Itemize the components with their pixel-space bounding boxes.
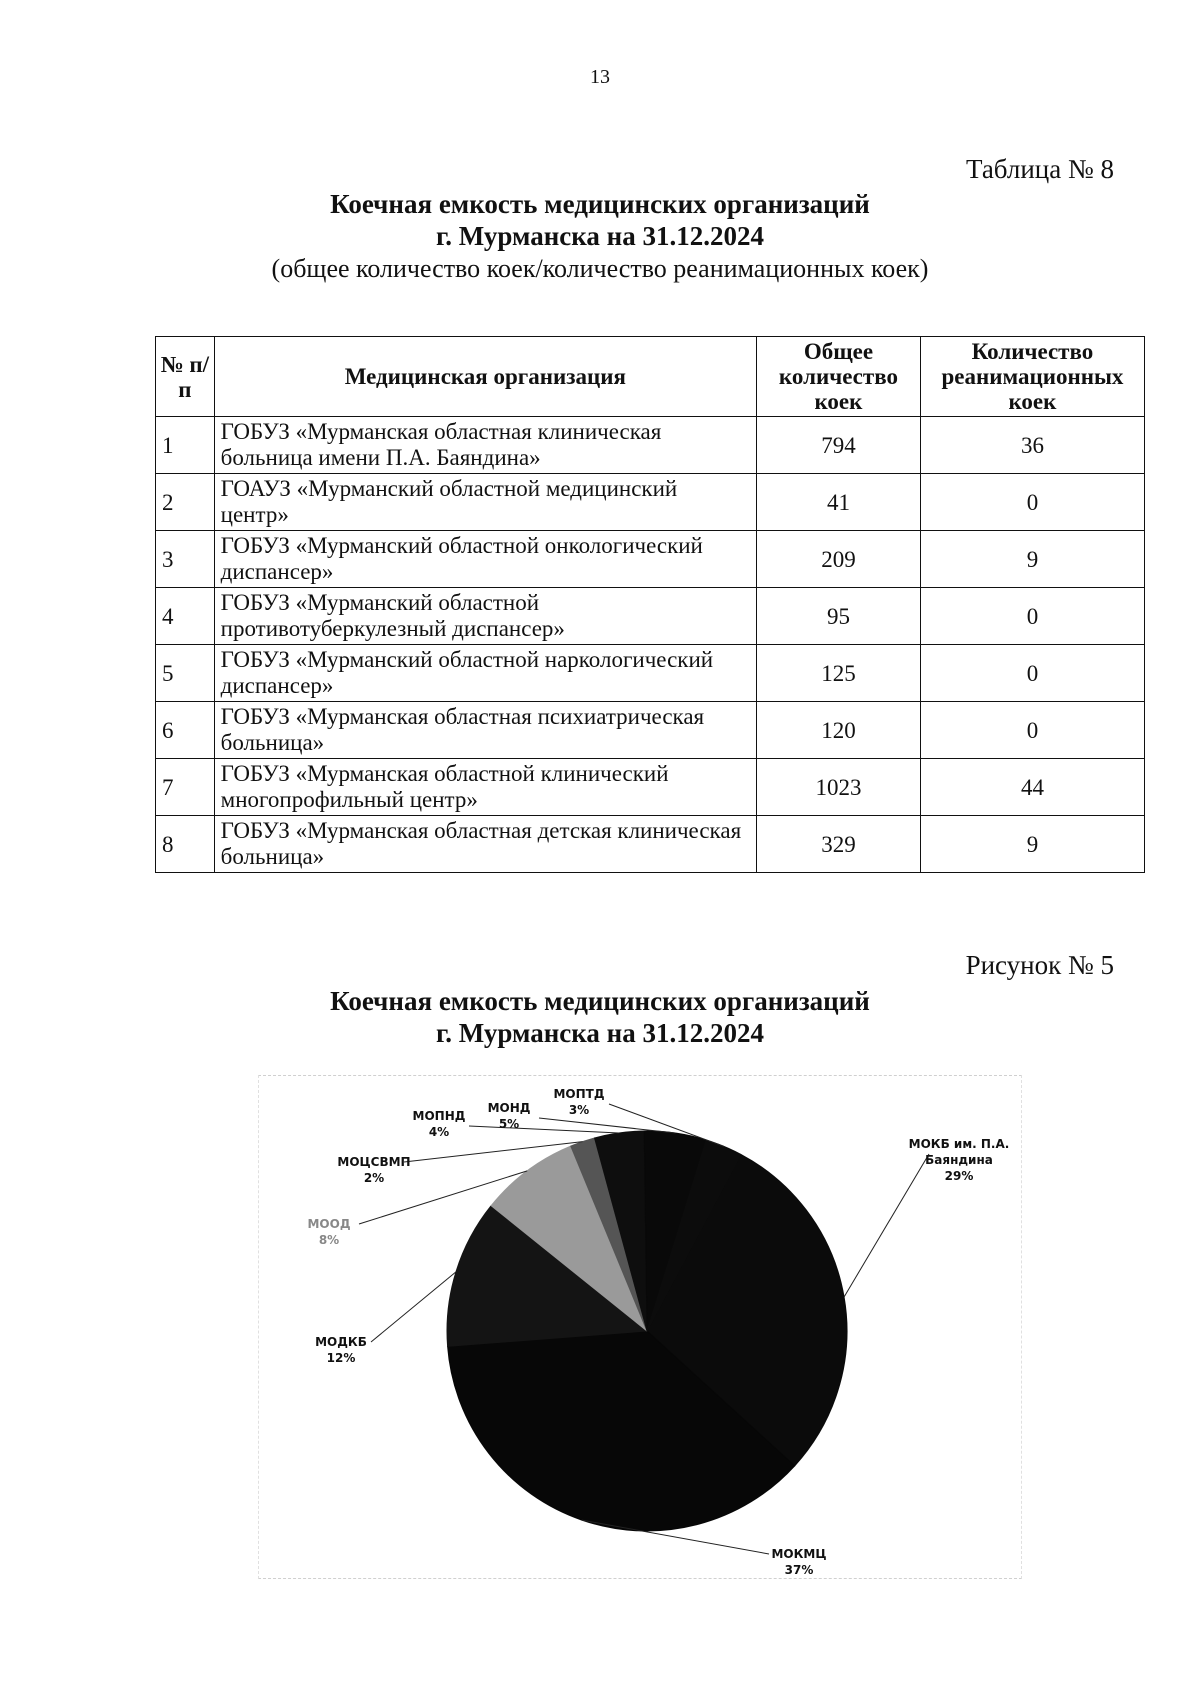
pie-label-8: МОПТД 3% — [553, 1087, 605, 1117]
beds-table — [155, 336, 1145, 873]
row-org: ГОАУЗ «Мурманский областной медицинский центр» — [214, 474, 756, 531]
table-title-block — [0, 188, 1200, 286]
row-total: 794 — [757, 417, 921, 474]
row-icu: 9 — [920, 816, 1144, 873]
row-icu: 44 — [920, 759, 1144, 816]
pie-label-6: МОПНД 4% — [412, 1109, 466, 1139]
header-org: Медицинская организация — [214, 337, 756, 417]
row-total: 95 — [757, 588, 921, 645]
row-num: 5 — [156, 645, 215, 702]
pie-label-2: МОКМЦ 37% — [771, 1547, 827, 1577]
table-subtitle: (общее количество коек/количество реанимационных коек) — [271, 254, 929, 283]
table-row — [156, 759, 1145, 816]
figure-caption: Рисунок № 5 — [965, 950, 1114, 980]
pie-label-5: МОЦСВМП 2% — [337, 1155, 411, 1185]
table-title-line-1: Коечная емкость медицинских организаций — [330, 189, 870, 219]
row-org: ГОБУЗ «Мурманский областной наркологический диспансер» — [214, 645, 756, 702]
table-row — [156, 417, 1145, 474]
header-total: Общее количество коек — [757, 337, 921, 417]
row-icu: 0 — [920, 588, 1144, 645]
table-title-line-2: г. Мурманска на 31.12.2024 — [436, 221, 764, 251]
table-row — [156, 702, 1145, 759]
table-row — [156, 531, 1145, 588]
row-total: 41 — [757, 474, 921, 531]
pie-label-7: МОНД 5% — [487, 1101, 531, 1131]
row-total: 120 — [757, 702, 921, 759]
row-num: 8 — [156, 816, 215, 873]
row-org: ГОБУЗ «Мурманская областная клиническая больница имени П.А. Баяндина» — [214, 417, 756, 474]
row-icu: 0 — [920, 474, 1144, 531]
row-num: 3 — [156, 531, 215, 588]
row-num: 2 — [156, 474, 215, 531]
row-total: 329 — [757, 816, 921, 873]
figure-title-line-1: Коечная емкость медицинских организаций — [330, 986, 870, 1016]
pie-chart-frame — [258, 1075, 1022, 1579]
row-total: 209 — [757, 531, 921, 588]
row-icu: 0 — [920, 702, 1144, 759]
row-org: ГОБУЗ «Мурманская областная психиатрическая больница» — [214, 702, 756, 759]
table-row — [156, 588, 1145, 645]
pie-label-4: МООД 8% — [307, 1217, 351, 1247]
row-icu: 36 — [920, 417, 1144, 474]
row-org: ГОБУЗ «Мурманский областной противотуберкулезный диспансер» — [214, 588, 756, 645]
table-caption: Таблица № 8 — [966, 154, 1114, 184]
pie-chart — [259, 1076, 1021, 1578]
pie-leader-line-1 — [844, 1154, 929, 1297]
row-total: 125 — [757, 645, 921, 702]
pie-leader-line-6 — [469, 1126, 619, 1133]
row-total: 1023 — [757, 759, 921, 816]
row-num: 1 — [156, 417, 215, 474]
table-row — [156, 816, 1145, 873]
table-row — [156, 645, 1145, 702]
header-num: № п/п — [156, 337, 215, 417]
row-num: 6 — [156, 702, 215, 759]
pie-label-3: МОДКБ 12% — [315, 1335, 367, 1365]
figure-title-block — [0, 985, 1200, 1049]
figure-title-line-2: г. Мурманска на 31.12.2024 — [436, 1018, 764, 1048]
row-org: ГОБУЗ «Мурманская областная детская клиническая больница» — [214, 816, 756, 873]
pie-label-1: МОКБ им. П.А. Баяндина 29% — [908, 1137, 1010, 1183]
table-row — [156, 474, 1145, 531]
row-org: ГОБУЗ «Мурманская областной клинический многопрофильный центр» — [214, 759, 756, 816]
pie-leader-line-7 — [539, 1118, 676, 1133]
row-num: 4 — [156, 588, 215, 645]
header-icu: Количество реанимационных коек — [920, 337, 1144, 417]
row-num: 7 — [156, 759, 215, 816]
row-icu: 9 — [920, 531, 1144, 588]
row-org: ГОБУЗ «Мурманский областной онкологический диспансер» — [214, 531, 756, 588]
table-header-row — [156, 337, 1145, 417]
row-icu: 0 — [920, 645, 1144, 702]
page-number: 13 — [590, 66, 610, 88]
pie-leader-line-3 — [371, 1272, 456, 1342]
